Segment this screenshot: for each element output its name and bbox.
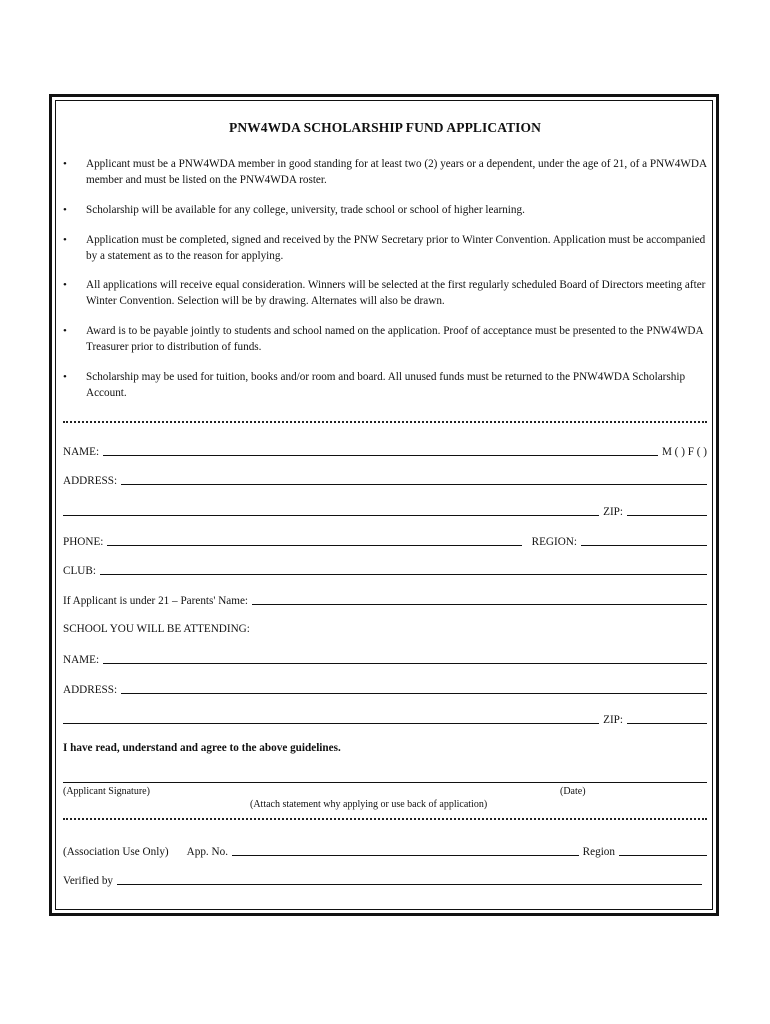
applicant-region-label: REGION:: [531, 536, 577, 548]
applicant-zip-field[interactable]: [627, 505, 707, 516]
parents-name-label: If Applicant is under 21 – Parents' Name:: [63, 595, 249, 607]
applicant-name-field[interactable]: [103, 445, 658, 456]
verified-by-label: Verified by: [63, 875, 114, 887]
school-address-line2-row: [63, 711, 707, 726]
gender-checkbox-label[interactable]: M ( ) F ( ): [661, 446, 707, 458]
applicant-phone-label: PHONE:: [63, 536, 104, 548]
school-zip-label: ZIP:: [603, 714, 623, 726]
applicant-address-row: [63, 472, 707, 487]
guideline-text: Scholarship will be available for any college, university, trade school or school of higher learning.: [86, 204, 525, 216]
applicant-phone-row: [63, 533, 707, 548]
school-zip-field[interactable]: [627, 713, 707, 724]
applicant-region-field[interactable]: [581, 535, 707, 546]
guideline-text: Applicant must be a PNW4WDA member in good standing for at least two (2) years or a dependent, under the age of 21, of a PNW4WDA member and must be listed on the PNW4WDA roster.: [86, 158, 707, 186]
school-address-line2-field[interactable]: [63, 713, 599, 724]
bullet-icon: •: [63, 325, 67, 337]
attach-statement-note: (Attach statement why applying or use back of application): [250, 799, 488, 810]
date-label: (Date): [560, 786, 586, 797]
parents-name-field[interactable]: [252, 594, 707, 605]
applicant-phone-field[interactable]: [107, 535, 521, 546]
applicant-address-field[interactable]: [121, 474, 707, 485]
applicant-name-row: [63, 443, 707, 458]
school-name-label: NAME:: [63, 654, 100, 666]
guideline-text: Application must be completed, signed and received by the PNW Secretary prior to Winter Convention. Application must be accompanied by a statement as to the reason for applying.: [86, 234, 706, 262]
school-heading: SCHOOL YOU WILL BE ATTENDING:: [63, 623, 250, 635]
guideline-text: Scholarship may be used for tuition, books and/or room and board. All unused funds must be returned to the PNW4WDA Scholarship Account.: [86, 371, 686, 399]
bullet-icon: •: [63, 234, 67, 246]
school-address-field[interactable]: [121, 683, 707, 694]
verified-by-field[interactable]: [117, 874, 702, 885]
guideline-item: [63, 370, 708, 401]
bullet-icon: •: [63, 204, 67, 216]
guideline-item: [63, 324, 708, 355]
verified-by-row: [63, 872, 707, 887]
applicant-address-line2-row: [63, 503, 707, 518]
bullet-icon: •: [63, 371, 67, 383]
applicant-signature-label: (Applicant Signature): [63, 786, 150, 797]
bullet-icon: •: [63, 279, 67, 291]
applicant-address-line2-field[interactable]: [63, 505, 599, 516]
association-region-label: Region: [582, 846, 615, 858]
signature-line[interactable]: [63, 782, 707, 783]
school-address-label: ADDRESS:: [63, 684, 118, 696]
parents-name-row: [63, 592, 707, 607]
app-number-label: App. No.: [186, 846, 228, 858]
guideline-item: [63, 203, 708, 219]
school-name-row: [63, 651, 707, 666]
school-name-field[interactable]: [103, 653, 707, 664]
dotted-divider: [63, 818, 707, 826]
applicant-club-row: [63, 562, 707, 577]
agreement-statement: I have read, understand and agree to the above guidelines.: [63, 742, 341, 754]
form-title: PNW4WDA SCHOLARSHIP FUND APPLICATION: [228, 120, 541, 135]
guideline-item: [63, 233, 708, 264]
guideline-text: Award is to be payable jointly to students and school named on the application. Proof of acceptance must be presented to the PNW4WDA Treasurer prior to distribution of funds.: [86, 325, 703, 353]
association-row: [63, 843, 707, 858]
applicant-club-field[interactable]: [100, 564, 707, 575]
applicant-name-label: NAME:: [63, 446, 100, 458]
association-region-field[interactable]: [619, 845, 707, 856]
association-use-label: (Association Use Only): [63, 846, 169, 858]
applicant-zip-label: ZIP:: [603, 506, 623, 518]
bullet-icon: •: [63, 158, 67, 170]
dotted-divider: [63, 421, 707, 429]
guideline-item: [63, 157, 708, 188]
school-address-row: [63, 681, 707, 696]
applicant-club-label: CLUB:: [63, 565, 96, 577]
app-number-field[interactable]: [232, 845, 579, 856]
applicant-address-label: ADDRESS:: [63, 475, 118, 487]
guideline-item: [63, 278, 708, 309]
guideline-text: All applications will receive equal consideration. Winners will be selected at the first regularly scheduled Board of Directors meeting after Winter Convention. Selection will be by drawing. Alternates will also be drawn.: [86, 279, 706, 307]
